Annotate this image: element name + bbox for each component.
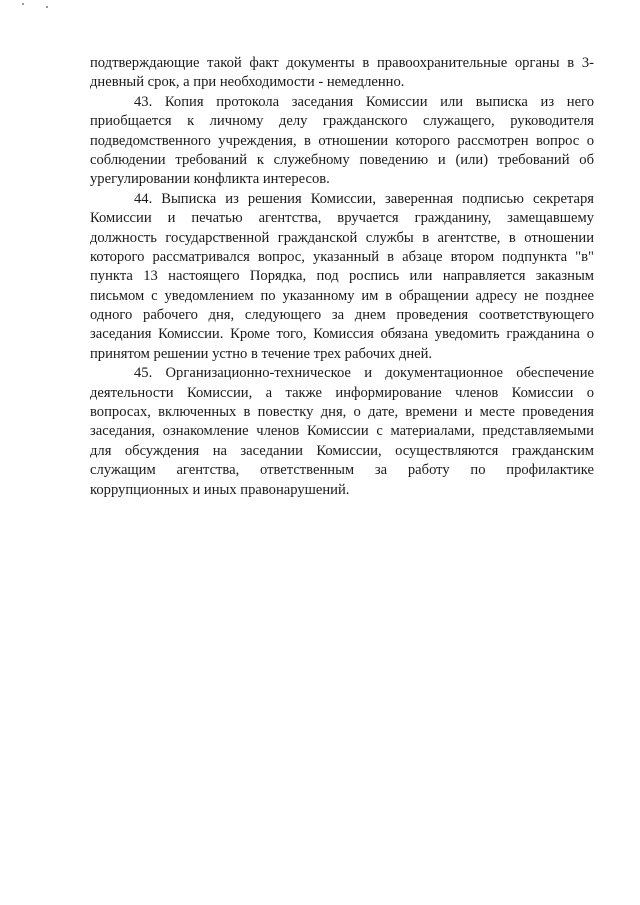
- text-line: которого рассматривался вопрос, указанный в абзаце втором подпункта "в": [90, 248, 594, 265]
- text-line: коррупционных и иных правонарушений.: [90, 481, 350, 498]
- text-line: 45. Организационно-техническое и документационное обеспечение: [134, 365, 594, 382]
- text-line: урегулировании конфликта интересов.: [90, 171, 330, 188]
- text-line: одного рабочего дня, следующего за днем проведения соответствующего: [90, 307, 594, 324]
- text-line: 43. Копия протокола заседания Комиссии или выписка из него: [134, 93, 594, 110]
- text-line: для обсуждения на заседании Комиссии, осуществляются гражданским: [90, 442, 594, 459]
- text-line: должность государственной гражданской службы в агентстве, в отношении: [90, 229, 594, 246]
- text-line: дневный срок, а при необходимости - немедленно.: [90, 74, 405, 91]
- scan-speck: [46, 6, 48, 8]
- text-line: 44. Выписка из решения Комиссии, заверенная подписью секретаря: [134, 190, 594, 207]
- text-line: пункта 13 настоящего Порядка, под роспись или направляется заказным: [90, 268, 594, 285]
- text-line: деятельности Комиссии, а также информирование членов Комиссии о: [90, 384, 594, 401]
- text-line: подведомственного учреждения, в отношении которого рассмотрен вопрос о: [90, 132, 594, 149]
- document-body: [90, 54, 594, 500]
- text-line: принятом решении устно в течение трех рабочих дней.: [90, 345, 433, 362]
- text-line: подтверждающие такой факт документы в правоохранительные органы в 3-: [90, 55, 594, 71]
- paragraph-42-continuation: [90, 54, 594, 93]
- paragraph-43: [90, 93, 594, 190]
- text-line: письмом с уведомлением по указанному им в обращении адресу не позднее: [90, 287, 594, 304]
- text-line: заседания, ознакомление членов Комиссии с материалами, представляемыми: [90, 423, 594, 440]
- text-line: вопросах, включенных в повестку дня, о дате, времени и месте проведения: [90, 404, 594, 421]
- text-line: соблюдении требований к служебному поведению и (или) требований об: [90, 151, 594, 168]
- paragraph-45: [90, 364, 594, 500]
- scan-speck: [22, 3, 24, 5]
- text-line: приобщается к личному делу гражданского служащего, руководителя: [90, 113, 594, 130]
- text-line: заседания Комиссии. Кроме того, Комиссия обязана уведомить гражданина о: [90, 326, 594, 343]
- text-line: Комиссии и печатью агентства, вручается гражданину, замещавшему: [90, 210, 594, 227]
- paragraph-44: [90, 190, 594, 365]
- text-line: служащим агентства, ответственным за работу по профилактике: [90, 462, 594, 479]
